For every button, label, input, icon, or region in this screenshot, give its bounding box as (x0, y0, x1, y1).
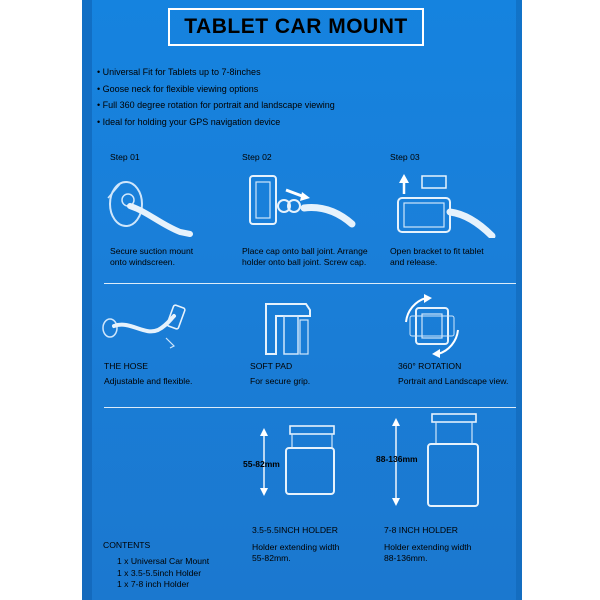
feature-item: • Ideal for holding your GPS navigation device (97, 114, 335, 131)
ball-joint-illustration (240, 170, 360, 240)
step-3-label: Step 03 (390, 152, 420, 162)
contents-item: 1 x 3.5-5.5inch Holder (117, 567, 202, 578)
rotation-text: Portrait and Landscape view. (398, 376, 509, 386)
small-holder-text: Holder extending width 55-82mm. (252, 542, 340, 563)
small-holder-dimension: 55-82mm (243, 459, 280, 469)
rotation-label: 360° ROTATION (398, 361, 462, 371)
panel-right-edge (516, 0, 522, 600)
panel-left-edge (82, 0, 92, 600)
large-holder-dimension: 88-136mm (376, 454, 418, 464)
soft-pad-label: SOFT PAD (250, 361, 293, 371)
feature-item: • Goose neck for flexible viewing options (97, 81, 335, 98)
feature-item: • Full 360 degree rotation for portrait and landscape viewing (97, 97, 335, 114)
contents-heading: CONTENTS (103, 540, 151, 550)
open-bracket-illustration (392, 168, 502, 238)
small-holder-label: 3.5-5.5INCH HOLDER (252, 525, 338, 535)
step-2-text: Place cap onto ball joint. Arrange holder onto ball joint. Screw cap. (242, 246, 368, 267)
hose-illustration (100, 298, 190, 358)
soft-pad-illustration (262, 298, 322, 358)
hose-text: Adjustable and flexible. (104, 376, 193, 386)
soft-pad-text: For secure grip. (250, 376, 311, 386)
rotation-illustration (396, 292, 468, 360)
hose-label: THE HOSE (104, 361, 148, 371)
contents-item: 1 x 7-8 inch Holder (117, 579, 190, 589)
contents-list (117, 556, 209, 591)
large-holder-label: 7-8 INCH HOLDER (384, 525, 459, 535)
suction-mount-illustration (100, 168, 210, 238)
contents-item: 1 x Universal Car Mount (117, 556, 210, 566)
step-1-label: Step 01 (110, 152, 140, 162)
section-divider (104, 407, 516, 408)
step-1-text: Secure suction mount onto windscreen. (110, 246, 194, 267)
step-2-label: Step 02 (242, 152, 272, 162)
step-3-text: Open bracket to fit tablet and release. (390, 246, 484, 267)
large-holder-text: Holder extending width 88-136mm. (384, 542, 472, 563)
feature-item: • Universal Fit for Tablets up to 7-8inches (97, 64, 335, 81)
section-divider (104, 283, 516, 284)
feature-list (97, 64, 335, 130)
page-title: TABLET CAR MOUNT (168, 8, 424, 46)
